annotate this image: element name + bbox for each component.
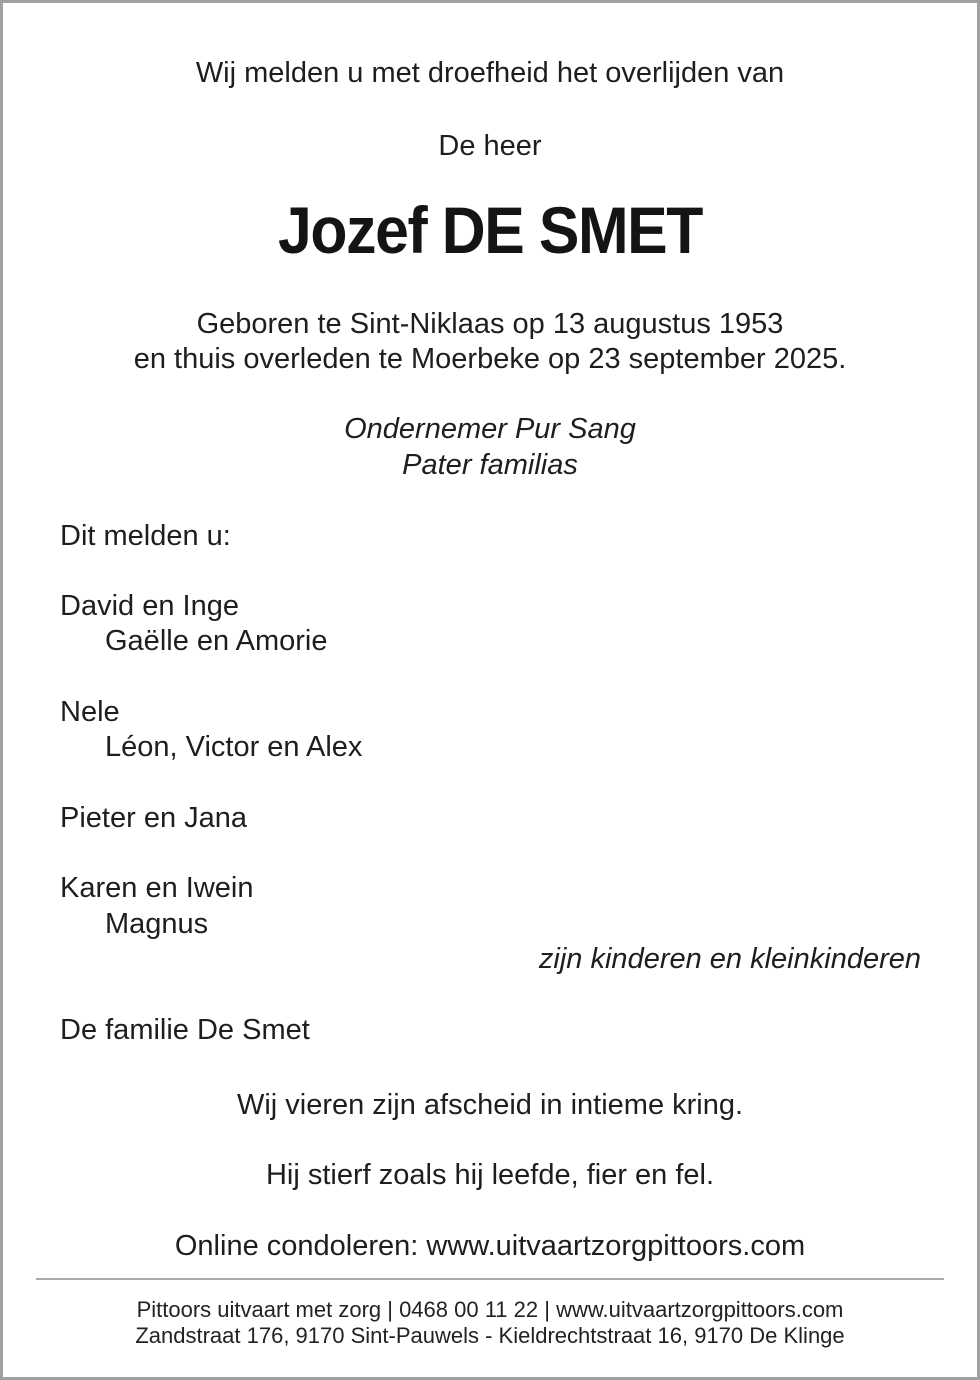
extended-family: De familie De Smet <box>60 1014 310 1046</box>
family-parents: Karen en Iwein <box>60 872 254 904</box>
family-parents: Pieter en Jana <box>60 802 248 834</box>
family-children: Léon, Victor en Alex <box>105 731 363 763</box>
epithet-line-2: Pater familias <box>402 449 578 481</box>
family-parents: David en Inge <box>60 590 239 622</box>
funeral-home-contact: Pittoors uitvaart met zorg | 0468 00 11 22 | www.uitvaartzorgpittoors.com <box>136 1297 844 1322</box>
quote-text: Hij stierf zoals hij leefde, fier en fel. <box>265 1159 715 1191</box>
intro-text: Wij melden u met droefheid het overlijden van <box>195 57 785 89</box>
ceremony-text: Wij vieren zijn afscheid in intieme kring. <box>236 1089 744 1121</box>
condolences-text: Online condoleren: www.uitvaartzorgpittoors.com <box>174 1230 806 1262</box>
epithet-line-1: Ondernemer Pur Sang <box>344 413 636 445</box>
footer-divider <box>36 1278 944 1280</box>
deceased-title: De heer <box>438 130 542 162</box>
family-children: Gaëlle en Amorie <box>105 625 328 657</box>
family-heading: Dit melden u: <box>60 520 231 552</box>
family-children: Magnus <box>105 908 209 940</box>
birth-line: Geboren te Sint-Niklaas op 13 augustus 1953 <box>196 308 784 340</box>
death-line: en thuis overleden te Moerbeke op 23 september 2025. <box>133 343 847 375</box>
family-parents: Nele <box>60 696 120 728</box>
family-relation: zijn kinderen en kleinkinderen <box>538 943 921 975</box>
funeral-home-address: Zandstraat 176, 9170 Sint-Pauwels - Kieldrechtstraat 16, 9170 De Klinge <box>135 1323 845 1348</box>
deceased-name: Jozef DE SMET <box>277 193 703 267</box>
